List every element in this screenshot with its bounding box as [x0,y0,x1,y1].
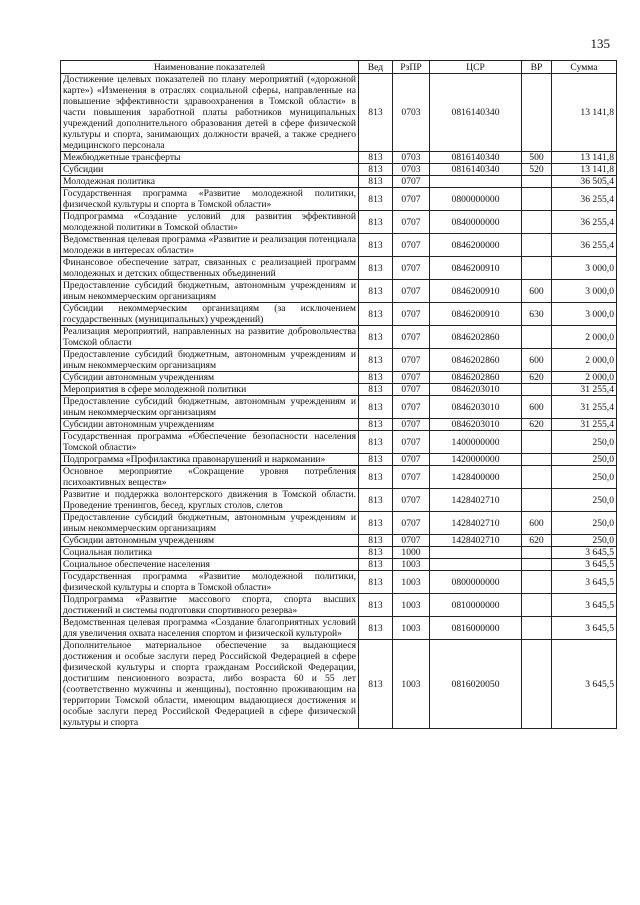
row-ved-cell: 813 [359,349,393,372]
row-csr-cell: 1400000000 [430,431,522,454]
row-name-cell: Предоставление субсидий бюджетным, автономным учреждениям и иным некоммерческим организациям [61,512,359,535]
table-row [61,512,617,535]
row-sum-cell: 3 645,5 [552,617,617,640]
row-vr-cell [522,74,552,152]
table-row [61,349,617,372]
row-vr-cell [522,211,552,234]
row-sum-cell: 2 000,0 [552,326,617,349]
row-vr-cell: 630 [522,303,552,326]
row-sum-cell: 3 645,5 [552,559,617,571]
row-vr-cell [522,188,552,211]
table-row [61,326,617,349]
table-row [61,303,617,326]
column-header-rzpr: РзПР [393,61,430,74]
row-rzpr-cell: 1003 [393,571,430,594]
row-vr-cell: 600 [522,349,552,372]
row-name-cell: Развитие и поддержка волонтерского движения в Томской области. Проведение тренингов, бесед, круглых столов, слетов [61,489,359,512]
row-ved-cell: 813 [359,396,393,419]
table-header-row [61,61,617,74]
row-csr-cell: 0816140340 [430,164,522,176]
row-rzpr-cell: 0707 [393,257,430,280]
row-vr-cell: 600 [522,396,552,419]
row-ved-cell: 813 [359,257,393,280]
row-name-cell: Достижение целевых показателей по плану мероприятий («дорожной карте») «Изменения в отраслях социальной сферы, направленные на повышение эффективности здравоохранения в Томской области» в части повышения заработной платы работников муниципальных учреждений дополнительного образования детей в сфере физической культуры и спорта, занимающих должности врачей, а также среднего медицинского персонала [61,74,359,152]
row-rzpr-cell: 0707 [393,466,430,489]
row-rzpr-cell: 0707 [393,280,430,303]
row-ved-cell: 813 [359,640,393,729]
table-row [61,372,617,384]
row-rzpr-cell: 0707 [393,419,430,431]
column-header-sum: Сумма [552,61,617,74]
row-rzpr-cell: 0707 [393,454,430,466]
row-csr-cell: 1428402710 [430,489,522,512]
row-name-cell: Субсидии автономным учреждениям [61,372,359,384]
row-sum-cell: 13 141,8 [552,74,617,152]
row-ved-cell: 813 [359,466,393,489]
row-vr-cell [522,489,552,512]
row-vr-cell [522,547,552,559]
row-csr-cell: 0816020050 [430,640,522,729]
row-name-cell: Реализация мероприятий, направленных на развитие добровольчества Томской области [61,326,359,349]
row-vr-cell [522,594,552,617]
table-row [61,559,617,571]
row-rzpr-cell: 0703 [393,152,430,164]
row-name-cell: Предоставление субсидий бюджетным, автономным учреждениям и иным некоммерческим организациям [61,396,359,419]
row-sum-cell: 3 645,5 [552,594,617,617]
table-row [61,466,617,489]
row-vr-cell: 620 [522,535,552,547]
row-vr-cell: 600 [522,512,552,535]
row-csr-cell: 0840000000 [430,211,522,234]
row-ved-cell: 813 [359,431,393,454]
row-name-cell: Подпрограмма «Профилактика правонарушений и наркомании» [61,454,359,466]
row-rzpr-cell: 1003 [393,559,430,571]
table-row [61,396,617,419]
row-ved-cell: 813 [359,512,393,535]
table-row [61,152,617,164]
row-sum-cell: 36 255,4 [552,211,617,234]
row-ved-cell: 813 [359,74,393,152]
row-ved-cell: 813 [359,164,393,176]
row-csr-cell: 0846203010 [430,419,522,431]
row-name-cell: Ведомственная целевая программа «Создание благоприятных условий для увеличения охвата населения спортом и физической культурой» [61,617,359,640]
row-vr-cell [522,617,552,640]
table-row [61,489,617,512]
row-name-cell: Ведомственная целевая программа «Развитие и реализация потенциала молодежи в интересах области» [61,234,359,257]
row-name-cell: Субсидии [61,164,359,176]
row-sum-cell: 2 000,0 [552,349,617,372]
row-sum-cell: 31 255,4 [552,396,617,419]
row-vr-cell: 620 [522,419,552,431]
column-header-vr: ВР [522,61,552,74]
table-row [61,419,617,431]
row-vr-cell [522,234,552,257]
row-sum-cell: 250,0 [552,431,617,454]
row-name-cell: Предоставление субсидий бюджетным, автономным учреждениям и иным некоммерческим организациям [61,280,359,303]
row-sum-cell: 36 255,4 [552,234,617,257]
row-name-cell: Финансовое обеспечение затрат, связанных с реализацией программ молодежных и детских общественных объединений [61,257,359,280]
row-csr-cell: 1428402710 [430,535,522,547]
row-rzpr-cell: 0707 [393,188,430,211]
row-sum-cell: 31 255,4 [552,384,617,396]
row-vr-cell [522,384,552,396]
row-ved-cell: 813 [359,419,393,431]
column-header-ved: Вед [359,61,393,74]
row-name-cell: Государственная программа «Развитие молодежной политики, физической культуры и спорта в Томской области» [61,188,359,211]
row-sum-cell: 2 000,0 [552,372,617,384]
row-vr-cell [522,431,552,454]
row-sum-cell: 250,0 [552,512,617,535]
row-sum-cell: 3 000,0 [552,257,617,280]
row-sum-cell: 13 141,8 [552,164,617,176]
row-rzpr-cell: 0707 [393,176,430,188]
row-rzpr-cell: 0707 [393,234,430,257]
row-csr-cell: 0816140340 [430,74,522,152]
row-sum-cell: 36 505,4 [552,176,617,188]
row-vr-cell: 520 [522,164,552,176]
table-row [61,211,617,234]
row-name-cell: Подпрограмма «Развитие массового спорта, спорта высших достижений и системы подготовки спортивного резерва» [61,594,359,617]
row-rzpr-cell: 0707 [393,326,430,349]
row-ved-cell: 813 [359,280,393,303]
row-csr-cell: 0816000000 [430,617,522,640]
table-row [61,188,617,211]
row-name-cell: Мероприятия в сфере молодежной политики [61,384,359,396]
row-ved-cell: 813 [359,384,393,396]
row-csr-cell [430,176,522,188]
row-csr-cell: 0846200000 [430,234,522,257]
row-csr-cell: 1428402710 [430,512,522,535]
row-sum-cell: 3 000,0 [552,303,617,326]
row-rzpr-cell: 1003 [393,640,430,729]
row-csr-cell: 0816140340 [430,152,522,164]
table-row [61,547,617,559]
row-ved-cell: 813 [359,176,393,188]
row-sum-cell: 36 255,4 [552,188,617,211]
row-rzpr-cell: 0707 [393,384,430,396]
row-rzpr-cell: 0707 [393,396,430,419]
row-ved-cell: 813 [359,303,393,326]
table-row [61,74,617,152]
row-sum-cell: 3 645,5 [552,571,617,594]
row-vr-cell [522,466,552,489]
row-csr-cell [430,547,522,559]
row-csr-cell: 1420000000 [430,454,522,466]
row-name-cell: Социальное обеспечение населения [61,559,359,571]
row-sum-cell: 250,0 [552,466,617,489]
table-row [61,176,617,188]
column-header-name: Наименование показателей [61,61,359,74]
row-csr-cell: 0846200910 [430,257,522,280]
row-sum-cell: 13 141,8 [552,152,617,164]
row-name-cell: Основное мероприятие «Сокращение уровня потребления психоактивных веществ» [61,466,359,489]
row-rzpr-cell: 1003 [393,617,430,640]
table-row [61,454,617,466]
row-ved-cell: 813 [359,326,393,349]
row-rzpr-cell: 0703 [393,74,430,152]
row-csr-cell: 0846200910 [430,280,522,303]
row-csr-cell: 0846203010 [430,396,522,419]
table-row [61,164,617,176]
row-csr-cell: 0800000000 [430,571,522,594]
row-ved-cell: 813 [359,188,393,211]
row-vr-cell [522,326,552,349]
table-row [61,571,617,594]
row-rzpr-cell: 1003 [393,594,430,617]
row-rzpr-cell: 0707 [393,431,430,454]
row-vr-cell [522,257,552,280]
row-ved-cell: 813 [359,594,393,617]
row-name-cell: Социальная политика [61,547,359,559]
row-sum-cell: 3 645,5 [552,547,617,559]
row-name-cell: Субсидии некоммерческим организациям (за исключением государственных (муниципальных) учреждений) [61,303,359,326]
row-ved-cell: 813 [359,547,393,559]
row-csr-cell: 0846202860 [430,372,522,384]
row-name-cell: Государственная программа «Развитие молодежной политики, физической культуры и спорта в Томской области» [61,571,359,594]
row-csr-cell: 0810000000 [430,594,522,617]
row-ved-cell: 813 [359,535,393,547]
row-csr-cell: 0846200910 [430,303,522,326]
row-name-cell: Государственная программа «Обеспечение безопасности населения Томской области» [61,431,359,454]
row-csr-cell: 1428400000 [430,466,522,489]
row-name-cell: Субсидии автономным учреждениям [61,419,359,431]
row-rzpr-cell: 0707 [393,303,430,326]
row-name-cell: Молодежная политика [61,176,359,188]
row-vr-cell [522,454,552,466]
row-rzpr-cell: 0707 [393,489,430,512]
row-sum-cell: 250,0 [552,489,617,512]
row-csr-cell [430,559,522,571]
row-sum-cell: 3 000,0 [552,280,617,303]
row-rzpr-cell: 0707 [393,512,430,535]
column-header-csr: ЦСР [430,61,522,74]
row-ved-cell: 813 [359,489,393,512]
row-rzpr-cell: 1000 [393,547,430,559]
table-row [61,594,617,617]
row-ved-cell: 813 [359,152,393,164]
row-rzpr-cell: 0703 [393,164,430,176]
row-name-cell: Предоставление субсидий бюджетным, автономным учреждениям и иным некоммерческим организациям [61,349,359,372]
row-csr-cell: 0846202860 [430,326,522,349]
row-name-cell: Дополнительное материальное обеспечение за выдающиеся достижения и особые заслуги перед Российской Федерацией в сфере физической культуры и спорта гражданам Российской Федерации, достигшим пенсионного возраста, либо возраста 60 и 55 лет (соответственно мужчины и женщины), постоянно проживающим на территории Томской области, имеющим выдающиеся достижения и особые заслуги перед Российской Федерацией в сфере физической культуры и спорта [61,640,359,729]
row-vr-cell: 600 [522,280,552,303]
table-row [61,535,617,547]
row-vr-cell [522,640,552,729]
row-vr-cell [522,559,552,571]
budget-table [60,60,617,729]
table-row [61,280,617,303]
row-ved-cell: 813 [359,372,393,384]
row-vr-cell [522,571,552,594]
row-ved-cell: 813 [359,454,393,466]
row-sum-cell: 250,0 [552,535,617,547]
row-rzpr-cell: 0707 [393,349,430,372]
row-vr-cell [522,176,552,188]
row-ved-cell: 813 [359,617,393,640]
page-number: 135 [590,36,610,51]
row-ved-cell: 813 [359,559,393,571]
row-vr-cell: 620 [522,372,552,384]
row-sum-cell: 250,0 [552,454,617,466]
row-ved-cell: 813 [359,234,393,257]
row-name-cell: Подпрограмма «Создание условий для развития эффективной молодежной политики в Томской области» [61,211,359,234]
row-name-cell: Межбюджетные трансферты [61,152,359,164]
table-row [61,617,617,640]
row-rzpr-cell: 0707 [393,211,430,234]
row-ved-cell: 813 [359,211,393,234]
table-row [61,257,617,280]
row-csr-cell: 0846203010 [430,384,522,396]
table-row [61,431,617,454]
row-sum-cell: 3 645,5 [552,640,617,729]
row-rzpr-cell: 0707 [393,535,430,547]
row-rzpr-cell: 0707 [393,372,430,384]
table-row [61,234,617,257]
row-name-cell: Субсидии автономным учреждениям [61,535,359,547]
row-ved-cell: 813 [359,571,393,594]
table-row [61,640,617,729]
row-csr-cell: 0846202860 [430,349,522,372]
table-row [61,384,617,396]
row-sum-cell: 31 255,4 [552,419,617,431]
row-vr-cell: 500 [522,152,552,164]
row-csr-cell: 0800000000 [430,188,522,211]
